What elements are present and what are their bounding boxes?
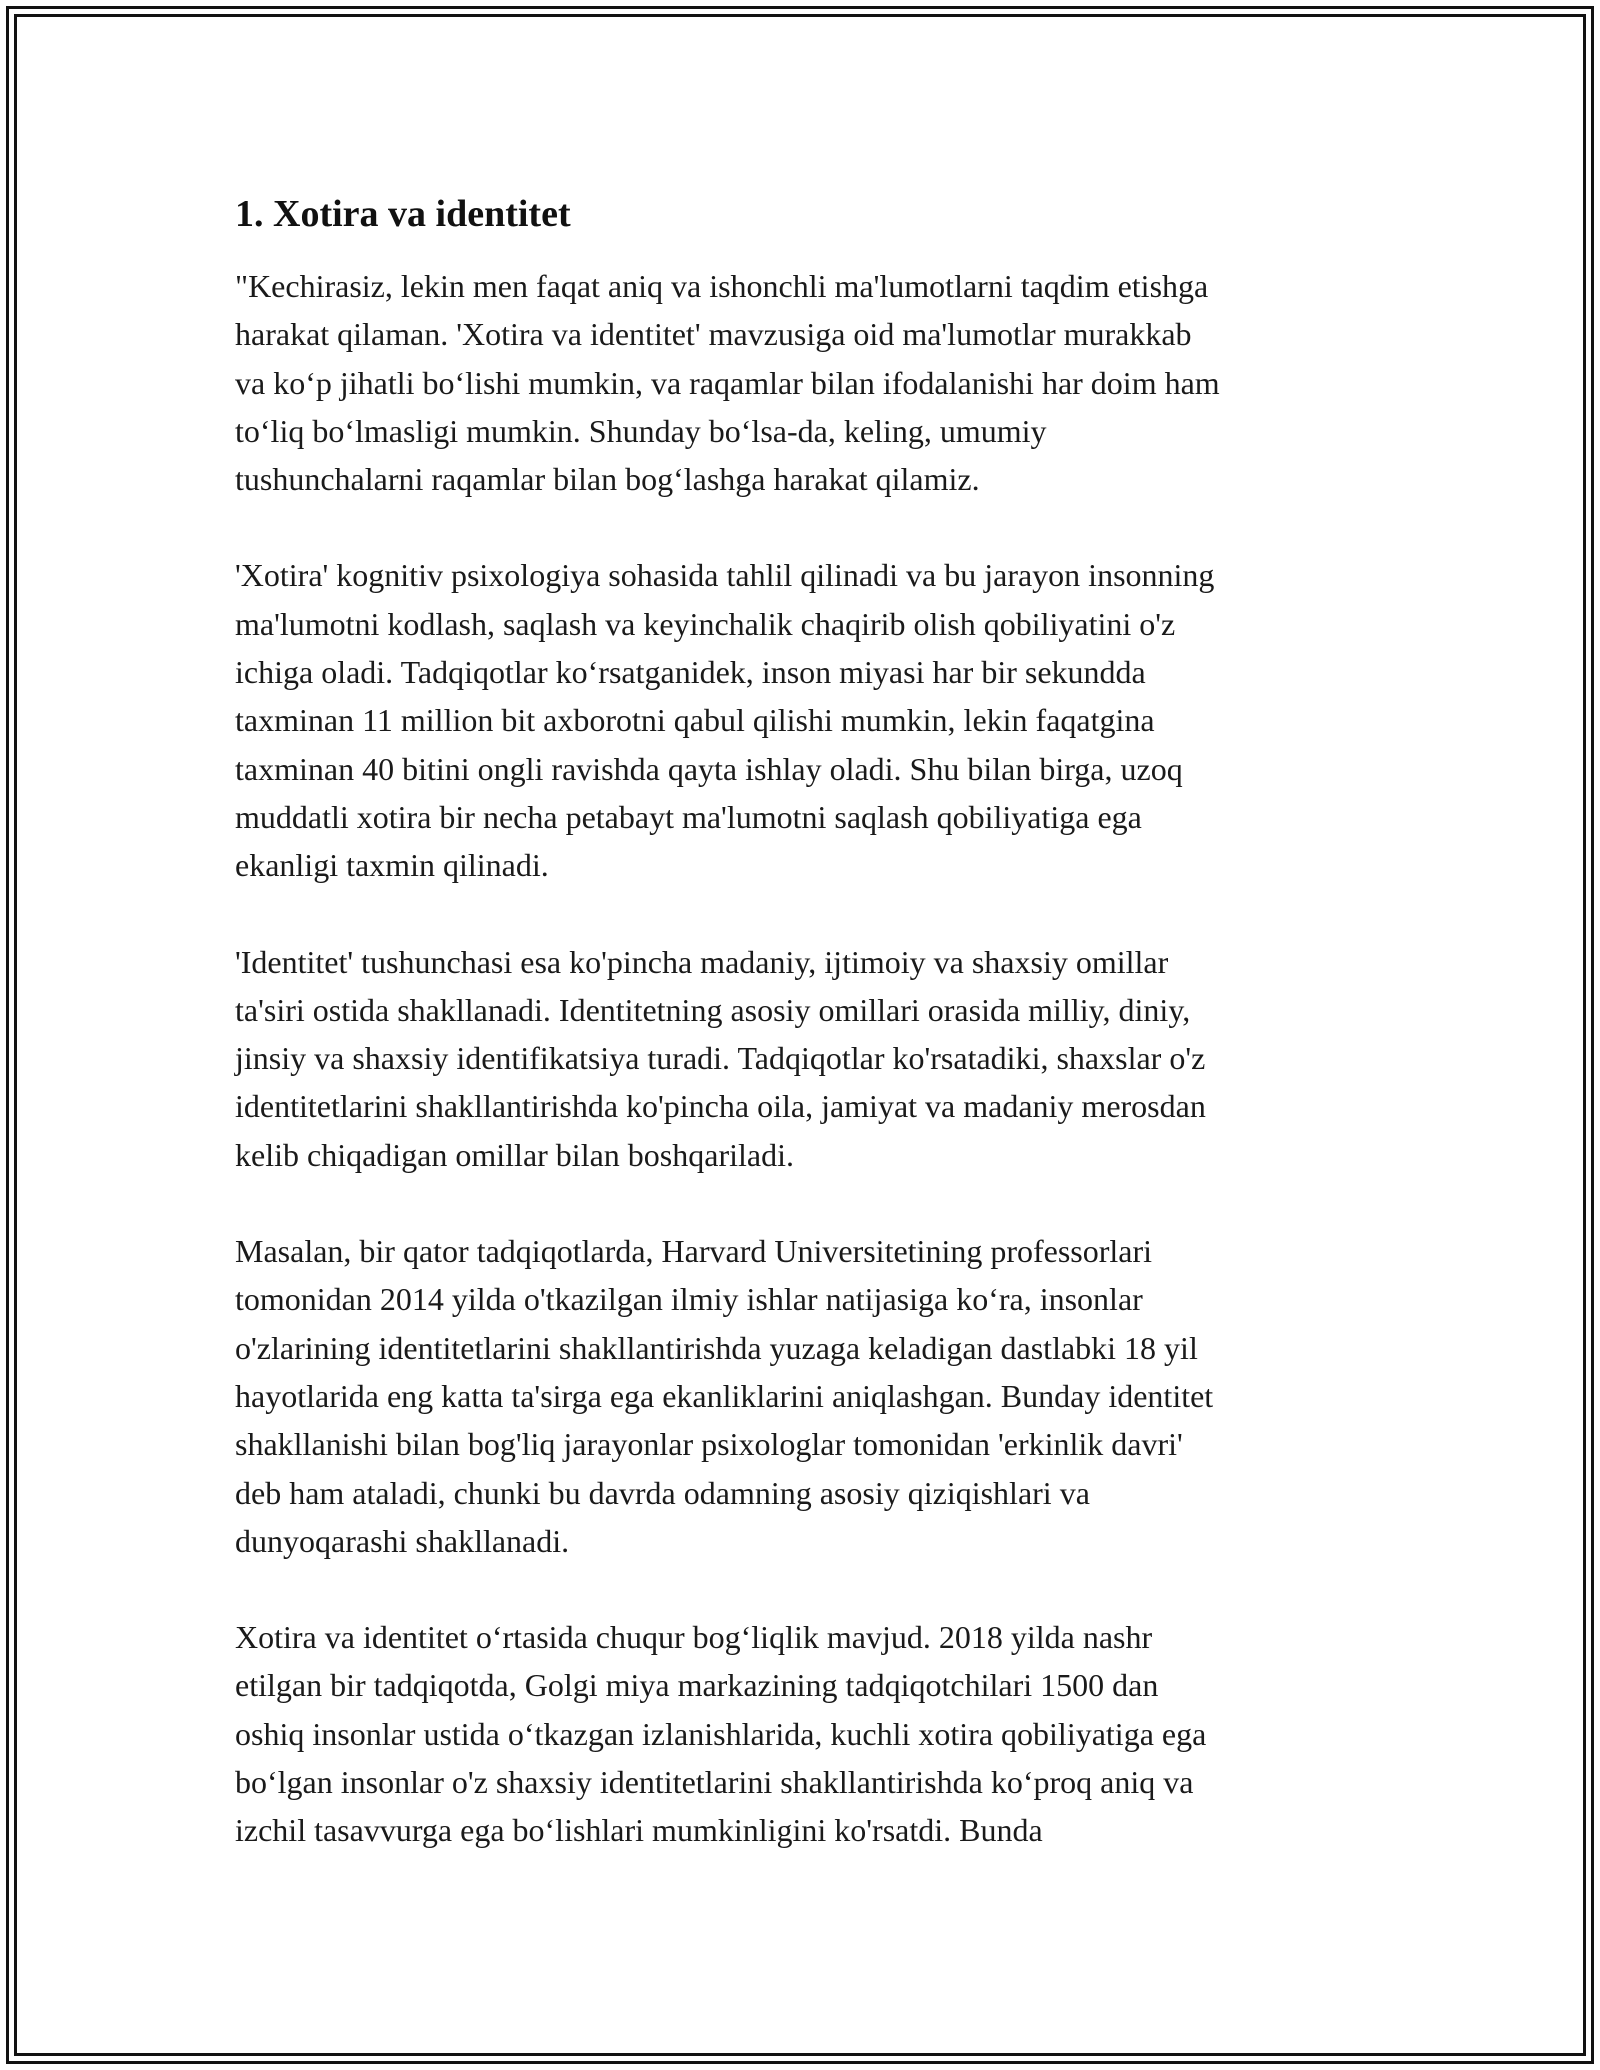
paragraph-line: shakllanishi bilan bog'liq jarayonlar psixologlar tomonidan 'erkinlik davri' [235,1426,1183,1463]
document-body [235,190,1380,1903]
paragraph-line: o'zlarining identitetlarini shakllantirishda yuzaga keladigan dastlabki 18 yil [235,1329,1198,1366]
paragraph-line: oshiq insonlar ustida o‘tkazgan izlanishlarida, kuchli xotira qobiliyatiga ega [235,1715,1207,1752]
paragraph-line: harakat qilaman. 'Xotira va identitet' mavzusiga oid ma'lumotlar murakkab [235,316,1192,353]
paragraph-line: ma'lumotni kodlash, saqlash va keyinchalik chaqirib olish qobiliyatini o'z [235,605,1176,642]
paragraph-line: tushunchalarni raqamlar bilan bog‘lashga harakat qilamiz. [235,461,980,498]
paragraph-line: hayotlarida eng katta ta'sirga ega ekanliklarini aniqlashgan. Bunday identitet [235,1377,1214,1414]
paragraph-identity [235,938,1380,1179]
paragraph-line: va ko‘p jihatli bo‘lishi mumkin, va raqamlar bilan ifodalanishi har doim ham [235,364,1220,401]
paragraph-line: jinsiy va shaxsiy identifikatsiya turadi. Tadqiqotlar ko'rsatadiki, shaxslar o'z [235,1040,1206,1077]
paragraph-line: dunyoqarashi shakllanadi. [235,1522,570,1559]
paragraph-line: ichiga oladi. Tadqiqotlar ko‘rsatganidek, inson miyasi har bir sekundda [235,654,1146,691]
paragraph-line: ekanligi taxmin qilinadi. [235,847,549,884]
section-heading: 1. Xotira va identitet [235,193,571,235]
paragraph-line: taxminan 11 million bit axborotni qabul qilishi mumkin, lekin faqatgina [235,702,1155,739]
paragraph-line: taxminan 40 bitini ongli ravishda qayta ishlay oladi. Shu bilan birga, uzoq [235,750,1183,787]
paragraph-line: to‘liq bo‘lmasligi mumkin. Shunday bo‘lsa-da, keling, umumiy [235,412,1047,449]
paragraph-line: muddatli xotira bir necha petabayt ma'lumotni saqlash qobiliyatiga ega [235,798,1142,835]
paragraph-line: izchil tasavvurga ega bo‘lishlari mumkinligini ko'rsatdi. Bunda [235,1812,1043,1849]
paragraph-line: deb ham ataladi, chunki bu davrda odamning asosiy qiziqishlari va [235,1474,1090,1511]
paragraph-line: 'Xotira' kognitiv psixologiya sohasida tahlil qilinadi va bu jarayon insonning [235,557,1215,594]
paragraph-line: etilgan bir tadqiqotda, Golgi miya markazining tadqiqotchilari 1500 dan [235,1667,1159,1704]
paragraph-intro [235,262,1380,503]
paragraph-example [235,1227,1380,1565]
paragraph-line: bo‘lgan insonlar o'z shaxsiy identitetlarini shakllantirishda ko‘proq aniq va [235,1764,1194,1801]
paragraph-line: ta'siri ostida shakllanadi. Identitetning asosiy omillari orasida milliy, diniy, [235,991,1191,1028]
paragraph-line: identitetlarini shakllantirishda ko'pincha oila, jamiyat va madaniy merosdan [235,1088,1206,1125]
paragraph-connection [235,1613,1380,1854]
paragraph-line: "Kechirasiz, lekin men faqat aniq va ishonchli ma'lumotlarni taqdim etishga [235,268,1209,304]
paragraph-memory [235,551,1380,889]
paragraph-line: Xotira va identitet o‘rtasida chuqur bog‘liqlik mavjud. 2018 yilda nashr [235,1619,1153,1656]
paragraph-line: tomonidan 2014 yilda o'tkazilgan ilmiy ishlar natijasiga ko‘ra, insonlar [235,1281,1143,1318]
paragraph-line: 'Identitet' tushunchasi esa ko'pincha madaniy, ijtimoiy va shaxsiy omillar [235,943,1169,980]
paragraph-line: Masalan, bir qator tadqiqotlarda, Harvard Universitetining professorlari [235,1233,1153,1270]
paragraph-line: kelib chiqadigan omillar bilan boshqariladi. [235,1136,794,1173]
